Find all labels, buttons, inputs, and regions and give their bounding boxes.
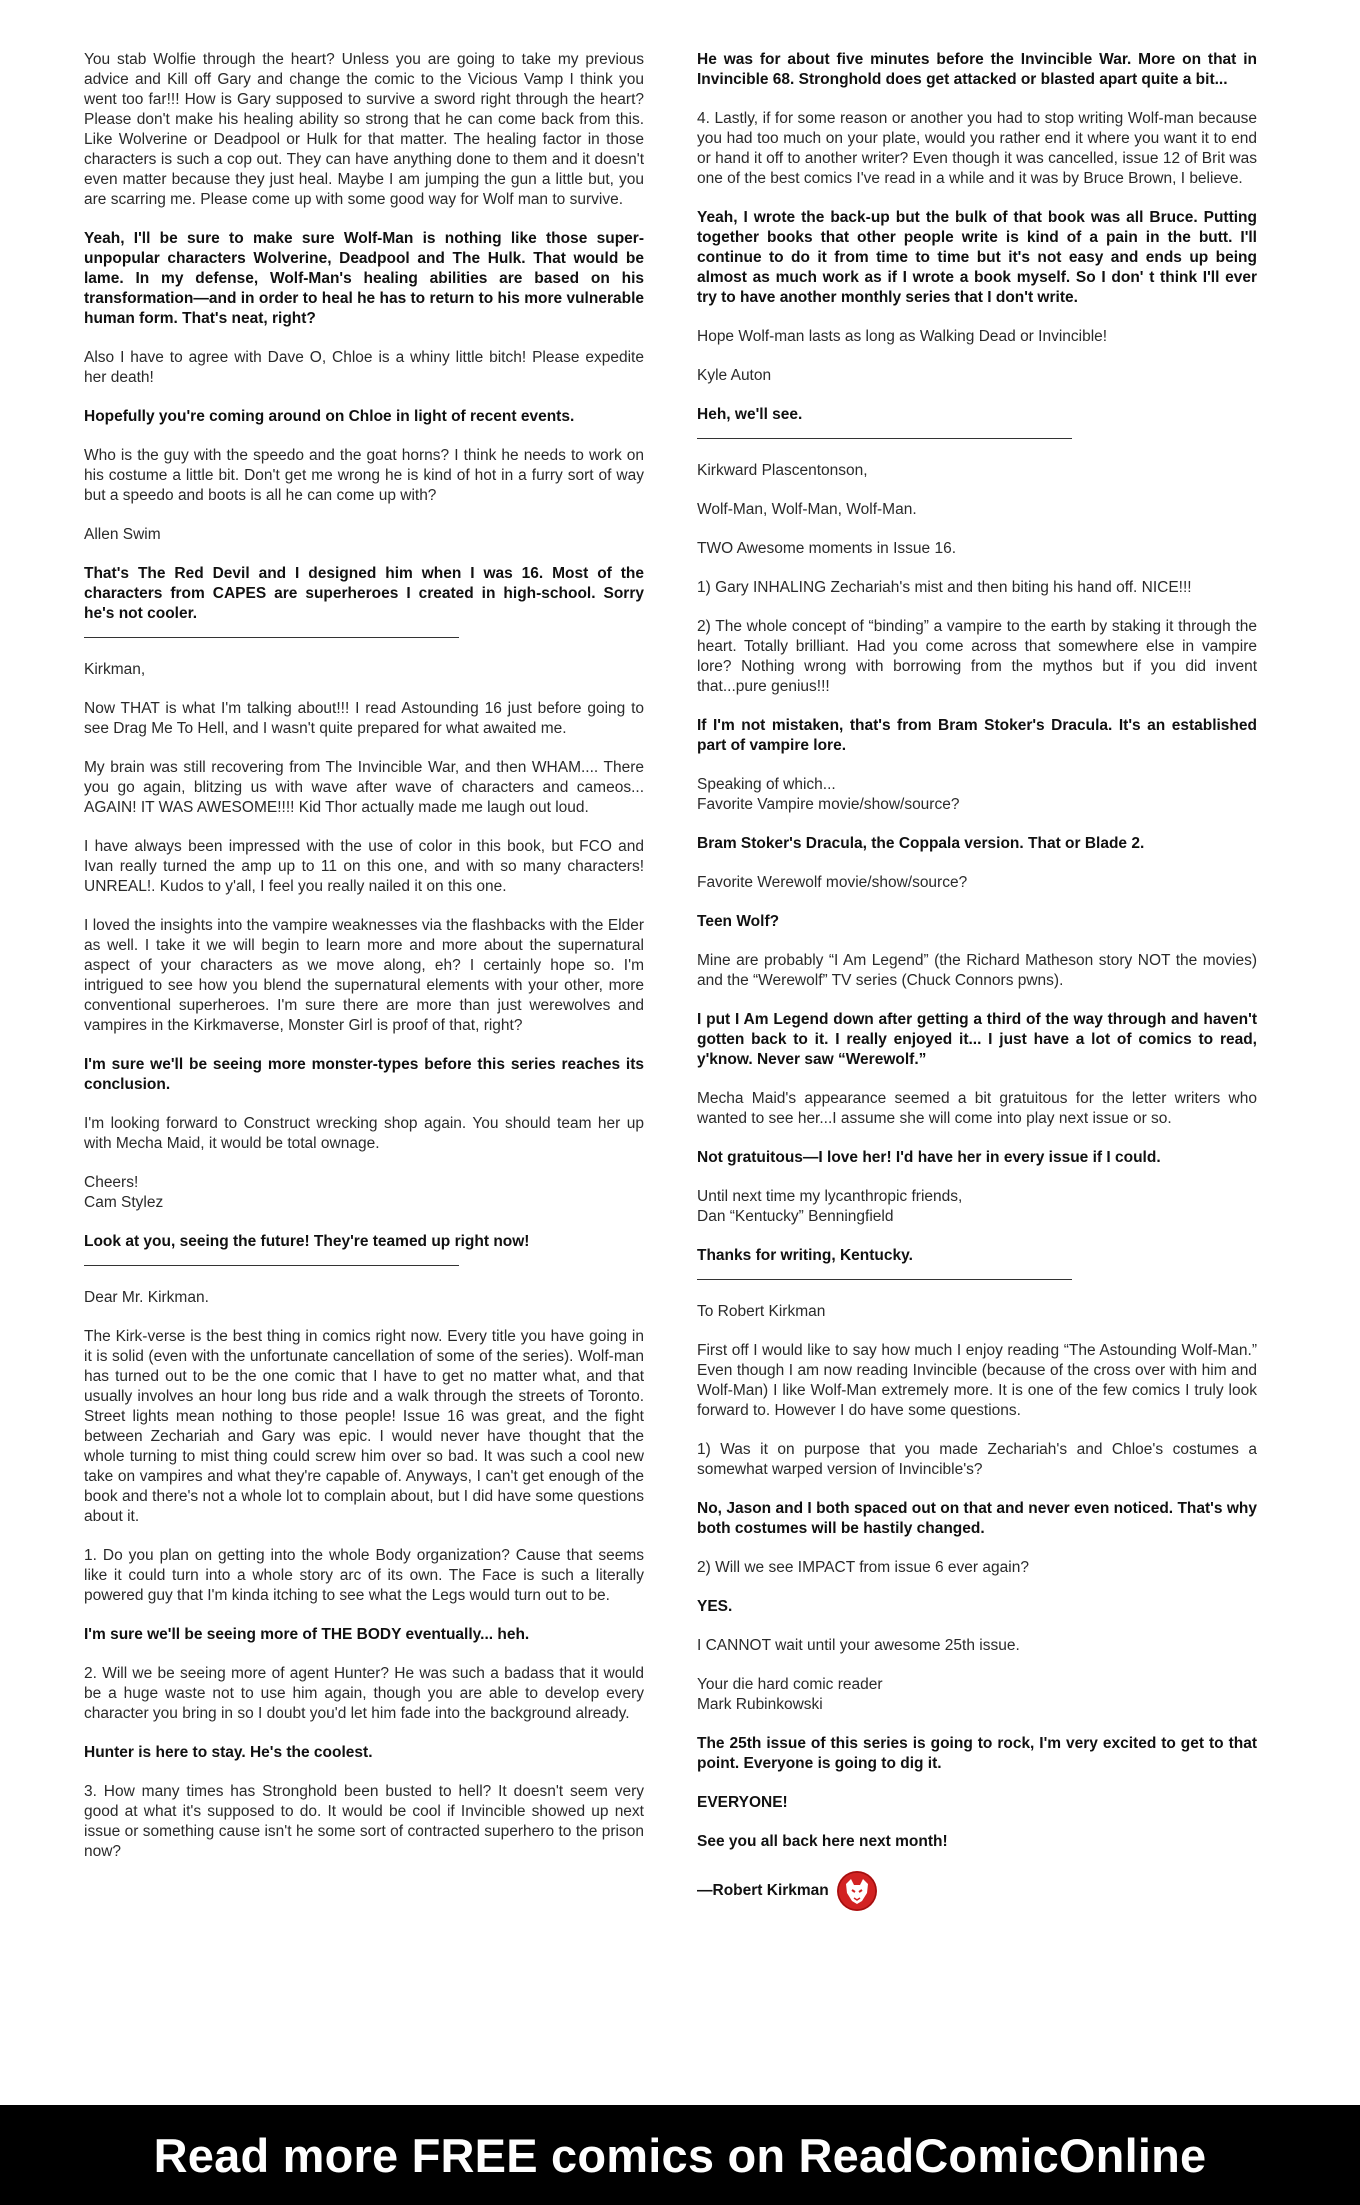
reader-letter-paragraph: To Robert Kirkman [697,1303,826,1320]
promo-banner[interactable] [0,2105,1360,2205]
reader-letter-paragraph: Kirkman, [84,661,146,678]
reader-letter-paragraph: Kyle Auton [697,367,772,384]
reader-letter-paragraph: Until next time my lycanthropic friends, Dan “Kentucky” Benningfield [697,1188,963,1225]
section-divider [84,1265,459,1266]
editor-reply: I put I Am Legend down after getting a third of the way through and haven't gotten back to it. I really enjoyed it... I just have a lot of comics to read, y'know. Never saw “Werewolf.” [697,1011,1257,1068]
editor-reply: YES. [697,1598,733,1615]
promo-banner-text[interactable]: Read more FREE comics on ReadComicOnline [153,2128,1207,2182]
reader-letter-paragraph: Wolf-Man, Wolf-Man, Wolf-Man. [697,501,917,518]
reader-letter-paragraph: My brain was still recovering from The Invincible War, and then WHAM.... There you go again, blitzing us with wave after wave of characters and cameos... AGAIN! IT WAS AWESOME!!!! Kid Thor actually made me laugh out loud. [84,759,644,816]
reader-letter-paragraph: 1. Do you plan on getting into the whole Body organization? Cause that seems like it could turn into a whole story arc of its own. The Face is such a literally powered guy that I'm kinda itching to see what the Legs would turn out to be. [84,1547,644,1604]
reader-letter-paragraph: Dear Mr. Kirkman. [84,1289,209,1306]
signature [697,1871,1257,1911]
editor-reply: Hopefully you're coming around on Chloe in light of recent events. [84,408,575,425]
reader-letter-paragraph: Cheers! Cam Stylez [84,1174,164,1211]
reader-letter-paragraph: Speaking of which... Favorite Vampire movie/show/source? [697,776,960,813]
editor-reply: If I'm not mistaken, that's from Bram Stoker's Dracula. It's an established part of vampire lore. [697,717,1257,754]
editor-reply: Heh, we'll see. [697,406,803,423]
editor-reply: EVERYONE! [697,1794,788,1811]
reader-letter-paragraph: Kirkward Plascentonson, [697,462,868,479]
section-divider [84,637,459,638]
reader-letter-paragraph: You stab Wolfie through the heart? Unless you are going to take my previous advice and Kill off Gary and change the comic to the Vicious Vamp I think you went too far!!! How is Gary supposed to survive a sword right through the heart? Please don't make his healing ability so strong that he can come back from this. Like Wolverine or Deadpool or Hulk for that matter. The healing factor in those characters is such a cop out. They can have anything done to them and it doesn't even matter because they just heal. Maybe I am jumping the gun a little but, you are scarring me. Please come up with some good way for Wolf man to survive. [84,51,644,208]
reader-letter-paragraph: Mecha Maid's appearance seemed a bit gratuitous for the letter writers who wanted to see her...I assume she will come into play next issue or so. [697,1090,1257,1127]
editor-reply: Bram Stoker's Dracula, the Coppala version. That or Blade 2. [697,835,1145,852]
reader-letter-paragraph: The Kirk-verse is the best thing in comics right now. Every title you have going in it is solid (even with the unfortunate cancellation of some of the series). Wolf-man has turned out to be the one comic that I have to get no matter what, and that usually involves an hour long bus ride and a walk through the streets of Toronto. Street lights mean nothing to those people! Issue 16 was great, and the fight between Zechariah and Gary was epic. I would never have thought that the whole turning to mist thing could screw him over so bad. It was such a cool new take on vampires and what they're capable of. Anyways, I can't get enough of the book and there's not a whole lot to complain about, but I did have some questions about it. [84,1328,644,1525]
editor-reply: Teen Wolf? [697,913,780,930]
editor-reply: No, Jason and I both spaced out on that and never even noticed. That's why both costumes will be hastily changed. [697,1500,1257,1537]
reader-letter-paragraph: Your die hard comic reader Mark Rubinkowski [697,1676,883,1713]
reader-letter-paragraph: Hope Wolf-man lasts as long as Walking Dead or Invincible! [697,328,1108,345]
reader-letter-paragraph: 1) Was it on purpose that you made Zechariah's and Chloe's costumes a somewhat warped version of Invincible's? [697,1441,1257,1478]
section-divider [697,438,1072,439]
reader-letter-paragraph: 2. Will we be seeing more of agent Hunter? He was such a badass that it would be a huge waste not to use him again, though you are able to develop every character you bring in so I doubt you'd let him fade into the background already. [84,1665,644,1722]
editor-reply: I'm sure we'll be seeing more of THE BODY eventually... heh. [84,1626,530,1643]
editor-reply: I'm sure we'll be seeing more monster-types before this series reaches its conclusion. [84,1056,644,1093]
editor-reply: That's The Red Devil and I designed him when I was 16. Most of the characters from CAPES are superheroes I created in high-school. Sorry he's not cooler. [84,565,644,622]
reader-letter-paragraph: TWO Awesome moments in Issue 16. [697,540,957,557]
reader-letter-paragraph: 4. Lastly, if for some reason or another you had to stop writing Wolf-man because you had too much on your plate, would you rather end it where you want it to end or hand it off to another writer? Even though it was cancelled, issue 12 of Brit was one of the best comics I've read in a while and it was by Bruce Brown, I believe. [697,110,1257,187]
wolf-head-logo-icon [837,1871,877,1911]
reader-letter-paragraph: 3. How many times has Stronghold been busted to hell? It doesn't seem very good at what it's supposed to do. It would be cool if Invincible showed up next issue or something cause isn't he some sort of contracted superhero to the prison now? [84,1783,644,1860]
reader-letter-paragraph: Also I have to agree with Dave O, Chloe is a whiny little bitch! Please expedite her death! [84,349,644,386]
editor-reply: Hunter is here to stay. He's the coolest. [84,1744,373,1761]
editor-reply: Yeah, I wrote the back-up but the bulk of that book was all Bruce. Putting together books that other people write is kind of a pain in the butt. I'll continue to do it from time to time but it's not easy and ends up being almost as much work as if I wrote a book myself. So I don' t think I'll ever try to have another monthly series that I don't write. [697,209,1257,306]
reader-letter-paragraph: Now THAT is what I'm talking about!!! I read Astounding 16 just before going to see Drag Me To Hell, and I wasn't quite prepared for what awaited me. [84,700,644,737]
reader-letter-paragraph: I loved the insights into the vampire weaknesses via the flashbacks with the Elder as well. I take it we will begin to learn more and more about the supernatural aspect of your characters as we move along, eh? I certainly hope so. I'm intrigued to see how you blend the supernatural elements with your other, more conventional superheroes. I'm sure there are more than just werewolves and vampires in the Kirkmaverse, Monster Girl is proof of that, right? [84,917,644,1034]
editor-reply: Thanks for writing, Kentucky. [697,1247,913,1264]
left-column [84,50,644,1881]
section-divider [697,1279,1072,1280]
editor-reply: The 25th issue of this series is going to rock, I'm very excited to get to that point. Everyone is going to dig it. [697,1735,1257,1772]
reader-letter-paragraph: 1) Gary INHALING Zechariah's mist and then biting his hand off. NICE!!! [697,579,1192,596]
editor-reply: Look at you, seeing the future! They're teamed up right now! [84,1233,530,1250]
editor-reply: See you all back here next month! [697,1833,948,1850]
reader-letter-paragraph: 2) Will we see IMPACT from issue 6 ever again? [697,1559,1029,1576]
reader-letter-paragraph: First off I would like to say how much I enjoy reading “The Astounding Wolf-Man.” Even though I am now reading Invincible (because of the cross over with him and Wolf-Man) I like Wolf-Man extremely more. It is one of the few comics I truly look forward to. However I do have some questions. [697,1342,1257,1419]
editor-reply: He was for about five minutes before the Invincible War. More on that in Invincible 68. Stronghold does get attacked or blasted apart quite a bit... [697,51,1257,88]
reader-letter-paragraph: Mine are probably “I Am Legend” (the Richard Matheson story NOT the movies) and the “Werewolf” TV series (Chuck Connors pwns). [697,952,1257,989]
reader-letter-paragraph: Allen Swim [84,526,161,543]
reader-letter-paragraph: Who is the guy with the speedo and the goat horns? I think he needs to work on his costume a little bit. Don't get me wrong he is kind of hot in a furry sort of way but a speedo and boots is all he can come up with? [84,447,644,504]
editor-reply: Yeah, I'll be sure to make sure Wolf-Man is nothing like those super-unpopular characters Wolverine, Deadpool and The Hulk. That would be lame. In my defense, Wolf-Man's healing abilities are based on his transformation—and in order to heal he has to return to his more vulnerable human form. That's neat, right? [84,230,644,327]
reader-letter-paragraph: I CANNOT wait until your awesome 25th issue. [697,1637,1020,1654]
reader-letter-paragraph: Favorite Werewolf movie/show/source? [697,874,968,891]
right-column [697,50,1257,1911]
signature-text: —Robert Kirkman [697,1882,829,1899]
editor-reply: Not gratuitous—I love her! I'd have her in every issue if I could. [697,1149,1161,1166]
reader-letter-paragraph: I'm looking forward to Construct wrecking shop again. You should team her up with Mecha Maid, it would be total ownage. [84,1115,644,1152]
reader-letter-paragraph: 2) The whole concept of “binding” a vampire to the earth by staking it through the heart. Totally brilliant. Had you come across that somewhere else in vampire lore? Nothing wrong with borrowing from the mythos but if you did invent that...pure genius!!! [697,618,1257,695]
reader-letter-paragraph: I have always been impressed with the use of color in this book, but FCO and Ivan really turned the amp up to 11 on this one, and with so many characters! UNREAL!. Kudos to y'all, I feel you really nailed it on this one. [84,838,644,895]
